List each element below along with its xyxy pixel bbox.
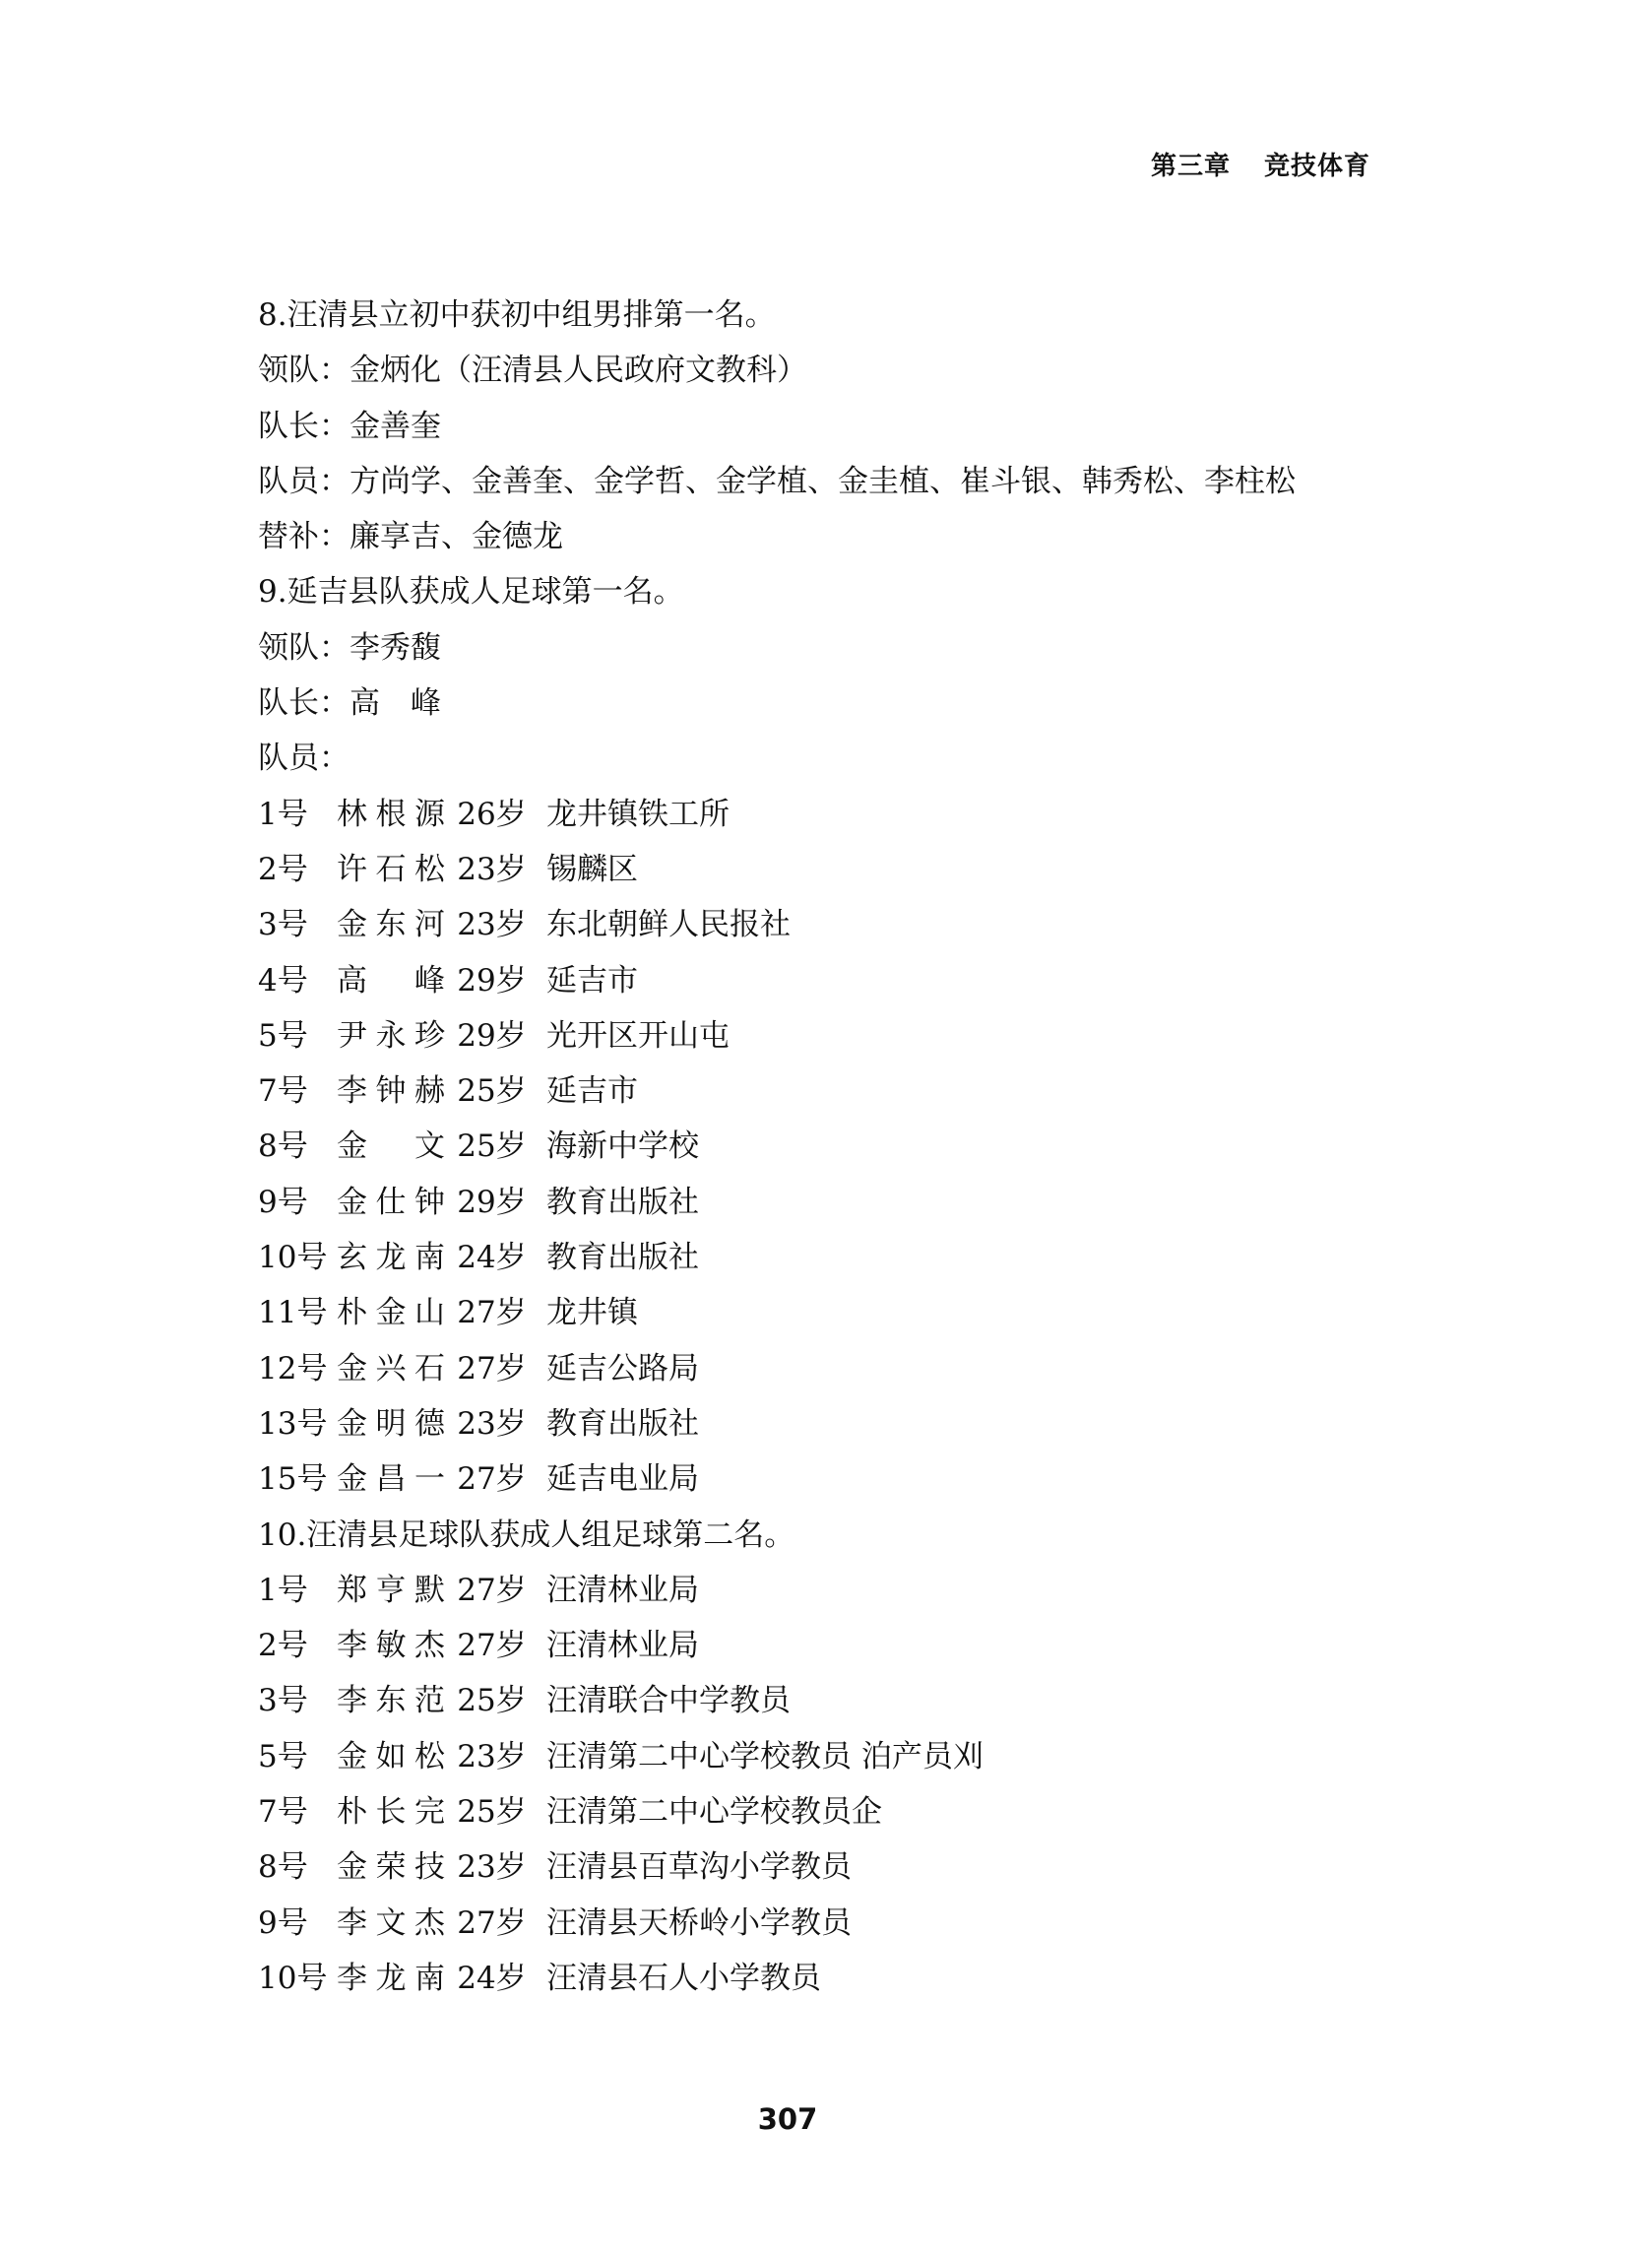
player-number: 3号: [258, 1683, 308, 1719]
player-age: 23岁: [457, 907, 527, 943]
player-unit: 延吉电业局: [546, 1461, 699, 1498]
roster-entry: [258, 1896, 1400, 1951]
roster-entry: [258, 953, 1400, 1008]
roster-entry: [258, 897, 1400, 952]
player-number: 9号: [258, 1904, 308, 1941]
player-age: 27岁: [457, 1628, 527, 1664]
player-number: 12号: [258, 1350, 328, 1386]
player-name: 高 峰: [337, 962, 445, 999]
roster-entry: [258, 1064, 1400, 1119]
player-age: 25岁: [457, 1073, 527, 1110]
player-unit: 教育出版社: [546, 1405, 699, 1442]
player-unit: 汪清第二中心学校教员企: [546, 1794, 882, 1831]
player-name: 金兴石: [337, 1350, 445, 1386]
player-name: 金昌一: [337, 1461, 445, 1498]
section-label: 竞技体育: [1263, 152, 1370, 181]
section10-roster: [258, 1563, 1400, 2006]
section8-captain: 队长：金善奎: [258, 408, 441, 444]
player-number: 10号: [258, 1960, 328, 1996]
player-number: 3号: [258, 907, 308, 943]
player-name: 金东河: [337, 907, 445, 943]
player-unit: 汪清联合中学教员: [546, 1683, 791, 1719]
player-age: 27岁: [457, 1295, 527, 1331]
player-unit: 龙井镇铁工所: [546, 796, 730, 832]
player-name: 李龙南: [337, 1960, 445, 1996]
running-header: [1151, 146, 1370, 182]
roster-entry: [258, 787, 1400, 842]
player-unit: 光开区开山屯: [546, 1017, 730, 1054]
section8-members: 队员：方尚学、金善奎、金学哲、金学植、金圭植、崔斗银、韩秀松、李柱松: [258, 463, 1296, 499]
section9-roster: [258, 787, 1400, 1508]
player-name: 郑亨默: [337, 1572, 445, 1608]
roster-entry: [258, 1673, 1400, 1728]
player-number: 5号: [258, 1017, 308, 1054]
roster-entry: [258, 1119, 1400, 1174]
player-name: 李敏杰: [337, 1628, 445, 1664]
player-unit: 汪清林业局: [546, 1628, 699, 1664]
player-age: 29岁: [457, 962, 527, 999]
player-name: 朴金山: [337, 1295, 445, 1331]
player-unit: 汪清林业局: [546, 1572, 699, 1608]
player-unit: 延吉市: [546, 962, 638, 999]
player-name: 金如松: [337, 1738, 445, 1774]
player-unit: 教育出版社: [546, 1184, 699, 1220]
player-age: 27岁: [457, 1572, 527, 1608]
player-name: 李钟赫: [337, 1073, 445, 1110]
roster-entry: [258, 1008, 1400, 1064]
player-unit: 汪清县石人小学教员: [546, 1960, 821, 1996]
player-number: 7号: [258, 1794, 308, 1831]
player-number: 1号: [258, 796, 308, 832]
player-number: 2号: [258, 851, 308, 887]
player-unit: 东北朝鲜人民报社: [546, 907, 791, 943]
player-number: 8号: [258, 1128, 308, 1165]
player-number: 15号: [258, 1461, 328, 1498]
section8-title: 8.汪清县立初中获初中组男排第一名。: [258, 297, 776, 333]
player-number: 8号: [258, 1849, 308, 1886]
player-unit: 延吉市: [546, 1073, 638, 1110]
chapter-label: 第三章: [1150, 152, 1231, 181]
player-number: 9号: [258, 1184, 308, 1220]
player-unit: 教育出版社: [546, 1240, 699, 1276]
player-age: 25岁: [457, 1683, 527, 1719]
player-name: 李文杰: [337, 1904, 445, 1941]
roster-entry: [258, 1951, 1400, 2006]
player-number: 1号: [258, 1572, 308, 1608]
player-age: 29岁: [457, 1017, 527, 1054]
roster-entry: [258, 1230, 1400, 1285]
roster-entry: [258, 1618, 1400, 1673]
player-number: 4号: [258, 962, 308, 999]
player-age: 23岁: [457, 1738, 527, 1774]
player-number: 5号: [258, 1738, 308, 1774]
section9-members-label: 队员：: [258, 741, 349, 777]
roster-entry: [258, 1175, 1400, 1230]
player-age: 23岁: [457, 1849, 527, 1886]
roster-entry: [258, 1839, 1400, 1895]
player-number: 13号: [258, 1405, 328, 1442]
player-number: 10号: [258, 1240, 328, 1276]
player-age: 27岁: [457, 1350, 527, 1386]
player-name: 金荣技: [337, 1849, 445, 1886]
player-age: 23岁: [457, 1405, 527, 1442]
player-name: 朴长完: [337, 1794, 445, 1831]
player-unit: 汪清第二中心学校教员 泊产员刈: [546, 1738, 984, 1774]
player-unit: 龙井镇: [546, 1295, 638, 1331]
section8-subs: 替补：廉享吉、金德龙: [258, 519, 563, 555]
section8-leader: 领队：金炳化（汪清县人民政府文教科）: [258, 353, 807, 389]
player-number: 11号: [258, 1295, 328, 1331]
player-age: 25岁: [457, 1128, 527, 1165]
page-body: [258, 288, 1400, 2006]
player-unit: 锡麟区: [546, 851, 638, 887]
section9-title: 9.延吉县队获成人足球第一名。: [258, 574, 684, 611]
player-name: 玄龙南: [337, 1240, 445, 1276]
player-number: 7号: [258, 1073, 308, 1110]
player-age: 23岁: [457, 851, 527, 887]
player-age: 26岁: [457, 796, 527, 832]
player-name: 许石松: [337, 851, 445, 887]
player-age: 24岁: [457, 1240, 527, 1276]
roster-entry: [258, 1729, 1400, 1784]
player-age: 25岁: [457, 1794, 527, 1831]
player-name: 金明德: [337, 1405, 445, 1442]
section9-leader: 领队：李秀馥: [258, 629, 441, 666]
roster-entry: [258, 842, 1400, 897]
player-number: 2号: [258, 1628, 308, 1664]
player-name: 李东范: [337, 1683, 445, 1719]
roster-entry: [258, 1396, 1400, 1451]
player-unit: 汪清县百草沟小学教员: [546, 1849, 852, 1886]
player-name: 金 文: [337, 1128, 445, 1165]
section10-title: 10.汪清县足球队获成人组足球第二名。: [258, 1516, 795, 1553]
player-age: 27岁: [457, 1904, 527, 1941]
section9-captain: 队长：高 峰: [258, 685, 441, 722]
player-age: 24岁: [457, 1960, 527, 1996]
page-number: 307: [757, 2102, 818, 2136]
player-unit: 汪清县天桥岭小学教员: [546, 1904, 852, 1941]
player-name: 金仕钟: [337, 1184, 445, 1220]
player-age: 27岁: [457, 1461, 527, 1498]
roster-entry: [258, 1341, 1400, 1396]
player-name: 林根源: [337, 796, 445, 832]
player-age: 29岁: [457, 1184, 527, 1220]
player-name: 尹永珍: [337, 1017, 445, 1054]
roster-entry: [258, 1451, 1400, 1507]
roster-entry: [258, 1563, 1400, 1618]
roster-entry: [258, 1784, 1400, 1839]
roster-entry: [258, 1285, 1400, 1340]
player-unit: 延吉公路局: [546, 1350, 699, 1386]
player-unit: 海新中学校: [546, 1128, 699, 1165]
